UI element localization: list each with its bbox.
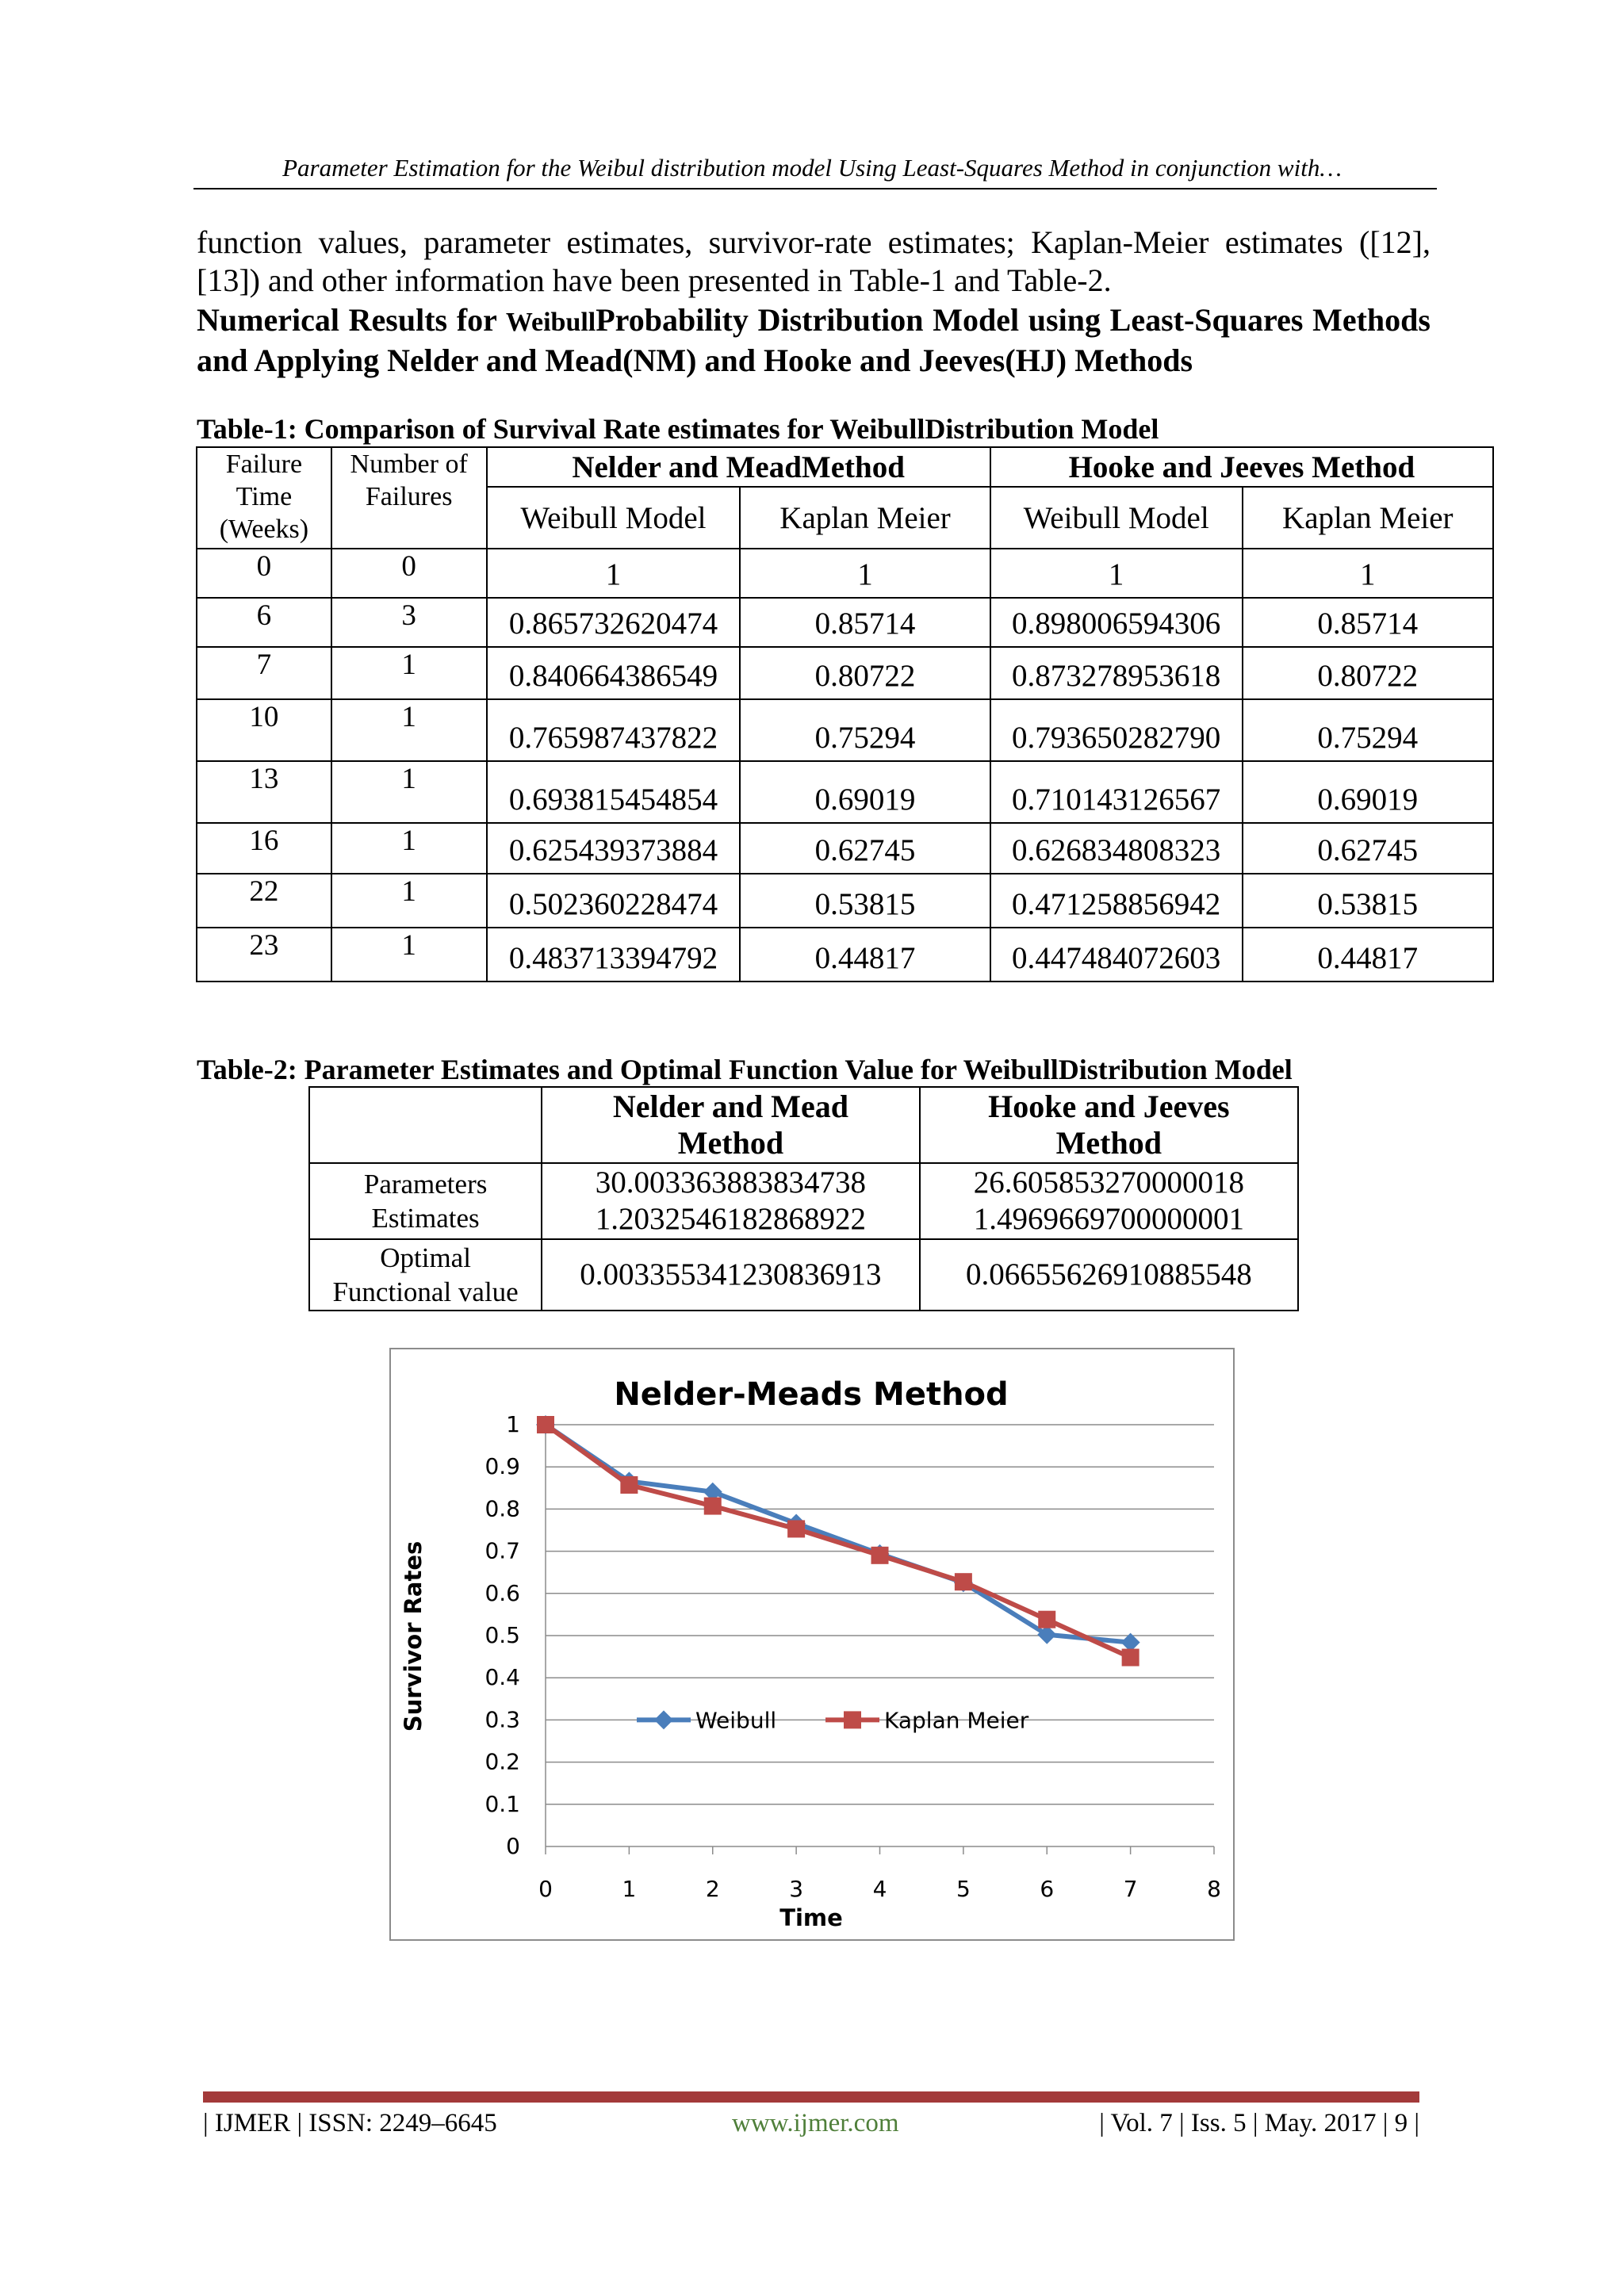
table1-cell-key: 1	[331, 699, 487, 761]
table1-cell-key: 13	[197, 761, 331, 823]
table1-cell-value: 1	[487, 549, 741, 598]
table1-cell-key: 0	[331, 549, 487, 598]
y-tick-label: 0	[506, 1833, 520, 1859]
footer-journal: | IJMER | ISSN: 2249–6645	[203, 2109, 497, 2137]
table2-header-hj	[920, 1087, 1298, 1163]
table1-cell-value: 0.80722	[740, 647, 990, 699]
table1-cell-value: 1	[990, 549, 1243, 598]
table1-cell-value: 0.80722	[1243, 647, 1493, 699]
kaplan-meier-point	[704, 1498, 722, 1515]
header-failure-time: Failure Time (Weeks)	[197, 447, 331, 549]
table1-cell-value: 0.625439373884	[487, 823, 741, 874]
table2-hj-params	[920, 1163, 1298, 1239]
table1	[196, 446, 1494, 982]
footer-bar	[203, 2091, 1419, 2103]
table1-cell-key: 1	[331, 823, 487, 874]
x-tick-label: 4	[872, 1876, 887, 1902]
table2-header-hj-line1: Hooke and Jeeves	[988, 1089, 1230, 1124]
table2-label-optimal-line2: Functional value	[332, 1276, 519, 1307]
y-tick-label: 0.5	[485, 1622, 520, 1648]
table2-header-nm-line1: Nelder and Mead	[612, 1089, 848, 1124]
table1-row	[197, 761, 1493, 823]
table1-cell-key: 10	[197, 699, 331, 761]
table1-cell-value: 0.483713394792	[487, 928, 741, 982]
x-tick-label: 0	[538, 1876, 553, 1902]
header-number-of-failures: Number of Failures	[331, 447, 487, 549]
table1-cell-value: 0.75294	[740, 699, 990, 761]
table2-nm-optimal: 0.003355341230836913	[542, 1239, 919, 1311]
table1-cell-value: 0.502360228474	[487, 874, 741, 928]
table1-caption: Table-1: Comparison of Survival Rate estimates for WeibullDistribution Model	[197, 413, 1159, 445]
table1-cell-value: 0.44817	[740, 928, 990, 982]
y-tick-label: 0.6	[485, 1579, 520, 1606]
kaplan-meier-point	[955, 1573, 972, 1590]
x-tick-label: 7	[1123, 1876, 1138, 1902]
table1-cell-key: 3	[331, 598, 487, 647]
table1-cell-value: 0.471258856942	[990, 874, 1243, 928]
y-tick-label: 0.8	[485, 1495, 520, 1522]
table1-cell-value: 0.865732620474	[487, 598, 741, 647]
table1-cell-key: 7	[197, 647, 331, 699]
section-heading-part2: Probability Distribution Model using Least-Squares Methods and Applying Nelder and Mead(NM) and Hooke and Jeeves(HJ) Methods	[197, 302, 1431, 378]
table1-cell-value: 0.85714	[740, 598, 990, 647]
y-tick-label: 0.4	[485, 1664, 520, 1691]
subheader-hj-weibull: Weibull Model	[990, 487, 1243, 549]
table1-row	[197, 928, 1493, 982]
table1-cell-key: 1	[331, 874, 487, 928]
running-head: Parameter Estimation for the Weibul distribution model Using Least-Squares Method in conjunction with…	[282, 154, 1342, 182]
kaplan-meier-point	[1122, 1649, 1139, 1667]
table1-cell-value: 1	[1243, 549, 1493, 598]
table1-row	[197, 647, 1493, 699]
y-tick-label: 0.7	[485, 1537, 520, 1564]
x-tick-label: 2	[705, 1876, 720, 1902]
table1-cell-key: 1	[331, 647, 487, 699]
y-tick-label: 0.1	[485, 1790, 520, 1817]
table1-cell-key: 1	[331, 928, 487, 982]
section-heading-part1: Numerical Results for	[197, 302, 506, 338]
y-tick-label: 0.3	[485, 1706, 520, 1733]
x-tick-label: 8	[1207, 1876, 1221, 1902]
table1-cell-value: 0.69019	[740, 761, 990, 823]
table1-cell-value: 0.62745	[1243, 823, 1493, 874]
kaplan-meier-point	[871, 1547, 889, 1564]
y-tick-label: 0.2	[485, 1748, 520, 1775]
table2-header-hj-line2: Method	[1055, 1125, 1162, 1161]
table1-cell-value: 0.62745	[740, 823, 990, 874]
table1-row	[197, 549, 1493, 598]
table2-nm-param1: 30.003363883834738	[595, 1165, 867, 1200]
table2-label-optimal-line1: Optimal	[380, 1242, 471, 1273]
header-hooke-jeeves: Hooke and Jeeves Method	[990, 447, 1493, 487]
table1-cell-key: 22	[197, 874, 331, 928]
kaplan-meier-point	[787, 1520, 805, 1537]
table2-label-parameters	[309, 1163, 542, 1239]
kaplan-meier-point	[1038, 1611, 1055, 1628]
table1-row	[197, 598, 1493, 647]
section-heading-small: Weibull	[505, 308, 596, 337]
table2-nm-params	[542, 1163, 919, 1239]
table1-cell-value: 0.447484072603	[990, 928, 1243, 982]
x-tick-label: 5	[956, 1876, 971, 1902]
legend-marker-weibull	[654, 1710, 673, 1729]
table1-cell-value: 0.69019	[1243, 761, 1493, 823]
table2-header-nm-line2: Method	[677, 1125, 784, 1161]
table1-cell-key: 0	[197, 549, 331, 598]
y-axis-title: Survivor Rates	[400, 1540, 427, 1732]
header-nelder-mead: Nelder and MeadMethod	[487, 447, 990, 487]
legend-label: Weibull	[695, 1707, 777, 1734]
footer-issue: | Vol. 7 | Iss. 5 | May. 2017 | 9 |	[1099, 2109, 1419, 2137]
table1-cell-value: 0.873278953618	[990, 647, 1243, 699]
table1-row	[197, 699, 1493, 761]
table1-cell-value: 0.44817	[1243, 928, 1493, 982]
table1-cell-value: 0.53815	[740, 874, 990, 928]
intro-paragraph: function values, parameter estimates, survivor-rate estimates; Kaplan-Meier estimates ([12], [13]) and other information have been presented in Table-1 and Table-2.	[197, 224, 1431, 298]
table1-row	[197, 823, 1493, 874]
table2-header-nm	[542, 1087, 919, 1163]
x-axis-title: Time	[779, 1904, 843, 1931]
kaplan-meier-point	[537, 1416, 554, 1433]
nelder-meads-chart	[391, 1349, 1236, 1942]
table1-cell-key: 23	[197, 928, 331, 982]
y-tick-label: 1	[506, 1411, 520, 1437]
table2-caption: Table-2: Parameter Estimates and Optimal Function Value for WeibullDistribution Model	[197, 1054, 1293, 1085]
table1-cell-value: 0.710143126567	[990, 761, 1243, 823]
table1-cell-value: 0.898006594306	[990, 598, 1243, 647]
header-rule	[193, 188, 1437, 189]
table2-nm-param2: 1.2032546182868922	[595, 1202, 867, 1236]
subheader-nm-kaplan-meier: Kaplan Meier	[740, 487, 990, 549]
chart-frame	[389, 1348, 1235, 1941]
table1-cell-value: 0.626834808323	[990, 823, 1243, 874]
table2	[308, 1086, 1299, 1311]
legend-label: Kaplan Meier	[884, 1707, 1029, 1734]
legend-marker-kaplan-meier	[844, 1711, 861, 1728]
table2-label-parameters-line1: Parameters	[363, 1169, 488, 1200]
table2-hj-param1: 26.605853270000018	[973, 1165, 1244, 1200]
section-heading	[197, 301, 1431, 380]
subheader-nm-weibull: Weibull Model	[487, 487, 741, 549]
table1-cell-key: 6	[197, 598, 331, 647]
table1-cell-value: 0.765987437822	[487, 699, 741, 761]
table1-cell-value: 0.75294	[1243, 699, 1493, 761]
table2-hj-param2: 1.4969669700000001	[973, 1202, 1244, 1236]
series-line-0	[546, 1425, 1131, 1643]
table1-cell-value: 1	[740, 549, 990, 598]
x-tick-label: 3	[789, 1876, 804, 1902]
table1-cell-key: 16	[197, 823, 331, 874]
table1-cell-value: 0.85714	[1243, 598, 1493, 647]
table1-row	[197, 874, 1493, 928]
table1-cell-value: 0.840664386549	[487, 647, 741, 699]
table2-hj-optimal: 0.06655626910885548	[920, 1239, 1298, 1311]
table1-cell-key: 1	[331, 761, 487, 823]
footer-website[interactable]: www.ijmer.com	[732, 2109, 899, 2137]
table1-cell-value: 0.53815	[1243, 874, 1493, 928]
table2-corner	[309, 1087, 542, 1163]
subheader-hj-kaplan-meier: Kaplan Meier	[1243, 487, 1493, 549]
kaplan-meier-point	[620, 1476, 638, 1494]
y-tick-label: 0.9	[485, 1453, 520, 1480]
table2-label-parameters-line2: Estimates	[371, 1203, 480, 1234]
table1-cell-value: 0.693815454854	[487, 761, 741, 823]
x-tick-label: 6	[1040, 1876, 1055, 1902]
table1-cell-value: 0.793650282790	[990, 699, 1243, 761]
table2-label-optimal	[309, 1239, 542, 1311]
x-tick-label: 1	[622, 1876, 637, 1902]
chart-title: Nelder-Meads Method	[614, 1376, 1009, 1413]
